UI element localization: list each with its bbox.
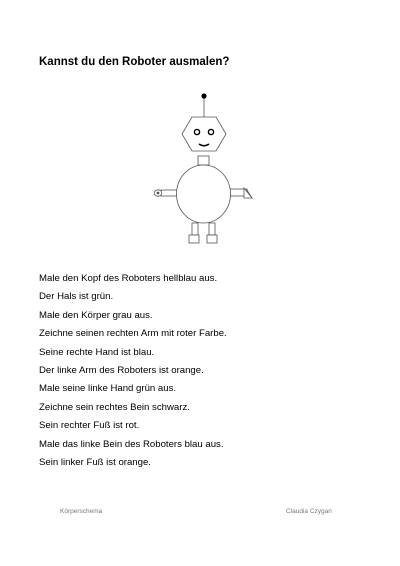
robot-left-hand-tip <box>244 188 252 198</box>
robot-left-foot <box>207 235 217 243</box>
instruction-line: Zeichne sein rechtes Bein schwarz. <box>39 401 190 413</box>
robot-drawing <box>150 90 255 250</box>
instruction-line: Der Hals ist grün. <box>39 291 114 303</box>
instruction-line: Sein rechter Fuß ist rot. <box>39 420 140 432</box>
robot-right-foot <box>189 235 199 243</box>
robot-antenna-ball <box>201 93 206 98</box>
instruction-line: Male das linke Bein des Roboters blau aus. <box>39 438 224 450</box>
robot-body <box>177 165 231 223</box>
robot-left-leg <box>209 223 215 235</box>
worksheet-title: Kannst du den Roboter ausmalen? <box>39 56 230 68</box>
footer-author: Claudia Czygan <box>286 508 332 515</box>
instruction-line: Der linke Arm des Roboters ist orange. <box>39 364 204 376</box>
robot-right-hand-dot <box>157 192 160 195</box>
robot-eye-left <box>208 129 213 134</box>
instruction-line: Seine rechte Hand ist blau. <box>39 346 155 358</box>
robot-neck <box>198 156 209 165</box>
robot-eye-right <box>194 129 199 134</box>
instruction-line: Sein linker Fuß ist orange. <box>39 456 151 468</box>
instruction-line: Male den Kopf des Roboters hellblau aus. <box>39 273 218 284</box>
instruction-list <box>39 270 227 472</box>
robot-right-leg <box>192 223 198 235</box>
instruction-line: Male seine linke Hand grün aus. <box>39 383 177 395</box>
footer-topic: Körperschema <box>60 508 103 515</box>
instruction-line: Male den Körper grau aus. <box>39 309 153 321</box>
instruction-line: Zeichne seinen rechten Arm mit roter Farbe. <box>39 328 227 340</box>
robot-right-arm <box>161 190 178 196</box>
